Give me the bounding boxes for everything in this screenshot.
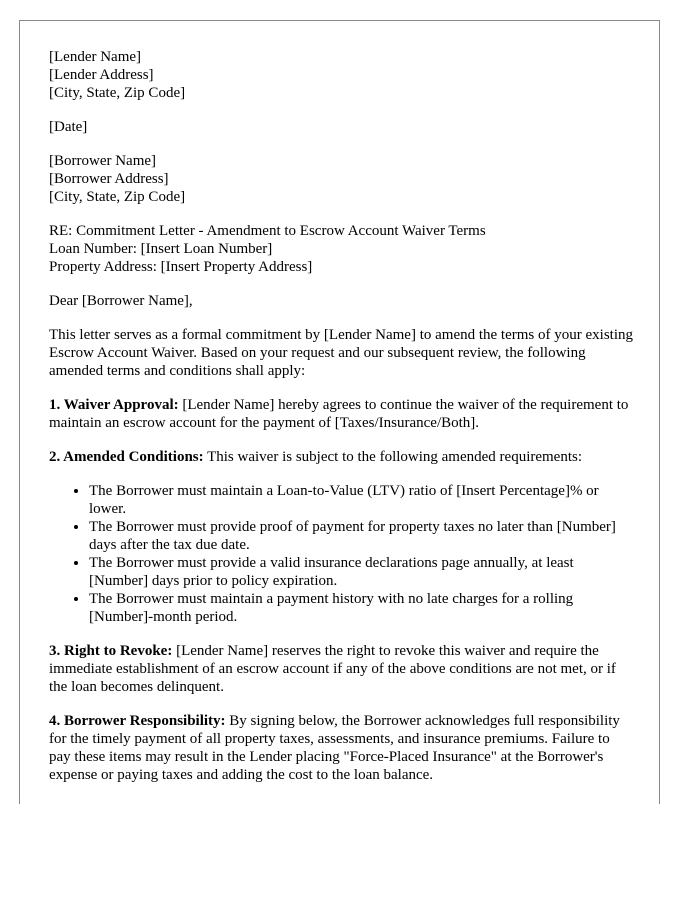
section-right-to-revoke [49, 642, 634, 696]
section-heading: 1. Waiver Approval: [49, 397, 179, 413]
section-heading: 2. Amended Conditions: [49, 449, 204, 465]
lender-address-block [49, 48, 634, 102]
section-text: This waiver is subject to the following amended requirements: [203, 449, 583, 465]
loan-number-line: Loan Number: [Insert Loan Number] [49, 241, 273, 257]
lender-address: [Lender Address] [49, 67, 154, 83]
salutation: Dear [Borrower Name], [49, 293, 193, 309]
date-block [49, 118, 634, 136]
list-item: • The Borrower must provide proof of payment for property taxes no later than [Number] days after the tax due date. [89, 518, 634, 554]
list-item: • The Borrower must maintain a payment history with no late charges for a rolling [Number]-month period. [89, 590, 634, 626]
borrower-name: [Borrower Name] [49, 153, 157, 169]
letter-date: [Date] [49, 119, 88, 135]
lender-name: [Lender Name] [49, 49, 142, 65]
section-heading: 3. Right to Revoke: [49, 643, 173, 659]
conditions-list [49, 482, 634, 626]
list-item: • The Borrower must maintain a Loan-to-Value (LTV) ratio of [Insert Percentage]% or lower. [89, 482, 634, 518]
property-address-line: Property Address: [Insert Property Address] [49, 259, 313, 275]
section-amended-conditions [49, 448, 634, 466]
list-item: • The Borrower must provide a valid insurance declarations page annually, at least [Number] days prior to policy expiration. [89, 554, 634, 590]
section-waiver-approval [49, 396, 634, 432]
letter-page [19, 20, 660, 804]
lender-city-state-zip: [City, State, Zip Code] [49, 85, 186, 101]
borrower-city-state-zip: [City, State, Zip Code] [49, 189, 186, 205]
section-heading: 4. Borrower Responsibility: [49, 713, 226, 729]
borrower-address-block [49, 152, 634, 206]
section-text: [Lender Name] hereby agrees to continue the waiver of the requirement to maintain an escrow account for the payment of [Taxes/Insurance/Both]. [49, 397, 629, 431]
borrower-address: [Borrower Address] [49, 171, 169, 187]
re-line: RE: Commitment Letter - Amendment to Escrow Account Waiver Terms [49, 223, 486, 239]
section-borrower-responsibility [49, 712, 634, 784]
letter-content [49, 48, 634, 800]
section-text: [Lender Name] reserves the right to revoke this waiver and require the immediate establishment of an escrow account if any of the above conditions are not met, or if the loan becomes delinquent. [49, 643, 616, 695]
reference-block [49, 222, 634, 276]
section-text: By signing below, the Borrower acknowledges full responsibility for the timely payment of all property taxes, assessments, and insurance premiums. Failure to pay these items may result in the Lender placing "Force-Placed Insurance" at the Borrower's expense or paying taxes and adding the cost to the loan balance. [49, 713, 620, 783]
intro-paragraph: This letter serves as a formal commitment by [Lender Name] to amend the terms of your existing Escrow Account Waiver. Based on your request and our subsequent review, the following amended terms and conditions shall apply: [49, 327, 633, 379]
